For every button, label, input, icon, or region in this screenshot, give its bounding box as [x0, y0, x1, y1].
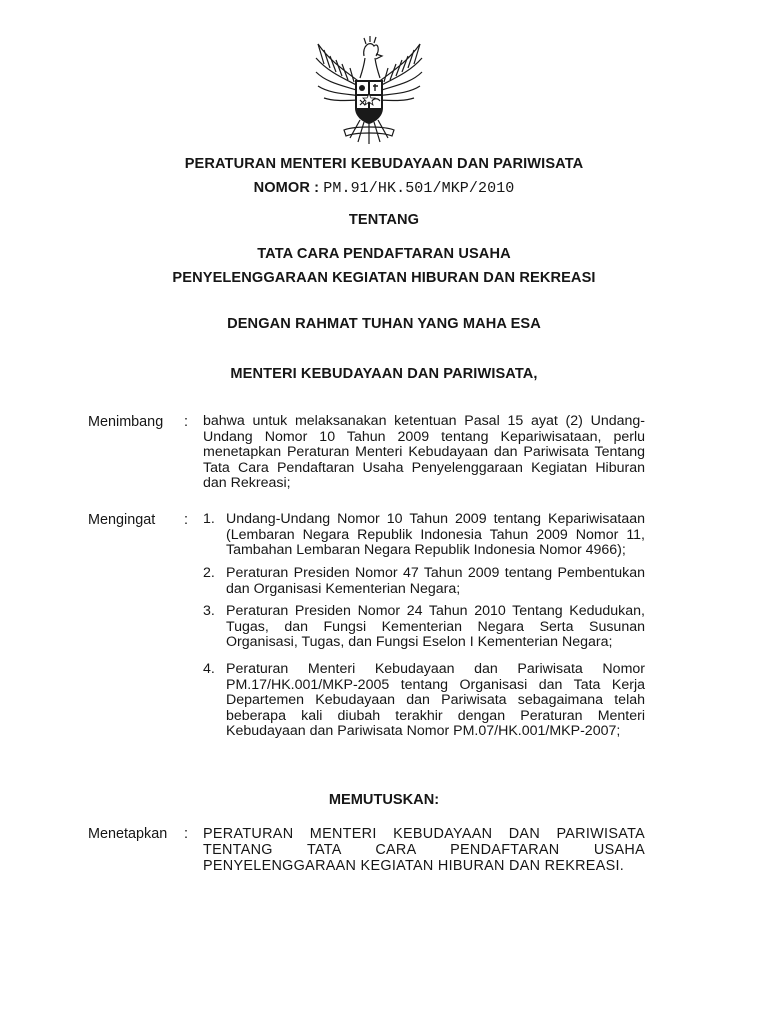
memutuskan-heading: MEMUTUSKAN: [328, 792, 440, 808]
menimbang-label: Menimbang [88, 414, 164, 430]
mengingat-item-1 [203, 512, 645, 559]
mengingat-item-4 [203, 662, 645, 740]
decree-title: PERATURAN MENTERI KEBUDAYAAN DAN PARIWISATA [184, 156, 584, 172]
item-text: Peraturan Presiden Nomor 24 Tahun 2010 Tentang Kedudukan, Tugas, dan Fungsi Kementerian Negara Serta Susunan Organisasi, Tugas, dan Fungsi Eselon I Kementerian Negara; [226, 603, 645, 650]
menteri-heading: MENTERI KEBUDAYAAN DAN PARIWISATA, [230, 366, 538, 382]
rahmat-heading: DENGAN RAHMAT TUHAN YANG MAHA ESA [227, 316, 541, 332]
tentang-heading: TENTANG [348, 212, 420, 228]
item-number: 4. [203, 661, 215, 677]
menimbang-colon: : [184, 414, 188, 430]
item-text: Peraturan Presiden Nomor 47 Tahun 2009 tentang Pembentukan dan Organisasi Kementerian Negara; [226, 565, 645, 597]
item-number: 3. [203, 603, 215, 619]
item-text: Peraturan Menteri Kebudayaan dan Pariwisata Nomor PM.17/HK.001/MKP-2005 tentang Organisasi dan Tata Kerja Departemen Kebudayaan dan Pariwisata sebagaimana telah beberapa kali diubah terakhir dengan Peraturan Menteri Kebudayaan dan Pariwisata Nomor PM.07/HK.001/MKP-2007; [226, 661, 645, 739]
item-number: 1. [203, 511, 215, 527]
menetapkan-text: PERATURAN MENTERI KEBUDAYAAN DAN PARIWISATA TENTANG TATA CARA PENDAFTARAN USAHA PENYELENGGARAAN KEGIATAN HIBURAN DAN REKREASI. [203, 826, 645, 874]
mengingat-item-2 [203, 566, 645, 597]
garuda-emblem-icon [310, 34, 428, 146]
menetapkan-label: Menetapkan [88, 826, 168, 842]
decree-number-line [0, 180, 768, 197]
nomor-label: NOMOR : [253, 180, 320, 196]
mengingat-colon: : [184, 512, 188, 528]
subject-line-2: PENYELENGGARAAN KEGIATAN HIBURAN DAN REKREASI [172, 270, 596, 286]
mengingat-item-3 [203, 604, 645, 651]
menetapkan-colon: : [184, 826, 188, 842]
menimbang-text: bahwa untuk melaksanakan ketentuan Pasal 15 ayat (2) Undang-Undang Nomor 10 Tahun 2009 tentang Kepariwisataan, perlu menetapkan Peraturan Menteri Kebudayaan dan Pariwisata Tentang Tata Cara Pendaftaran Usaha Penyelenggaraan Kegiatan Hiburan dan Rekreasi; [203, 413, 645, 491]
item-number: 2. [203, 565, 215, 581]
nomor-value: PM.91/HK.501/MKP/2010 [323, 180, 515, 197]
item-text: Undang-Undang Nomor 10 Tahun 2009 tentang Kepariwisataan (Lembaran Negara Republik Indonesia Tahun 2009 Nomor 11, Tambahan Lembaran Negara Republik Indonesia Nomor 4966); [226, 511, 645, 558]
subject-line-1: TATA CARA PENDAFTARAN USAHA [257, 246, 511, 262]
mengingat-label: Mengingat [88, 512, 156, 528]
